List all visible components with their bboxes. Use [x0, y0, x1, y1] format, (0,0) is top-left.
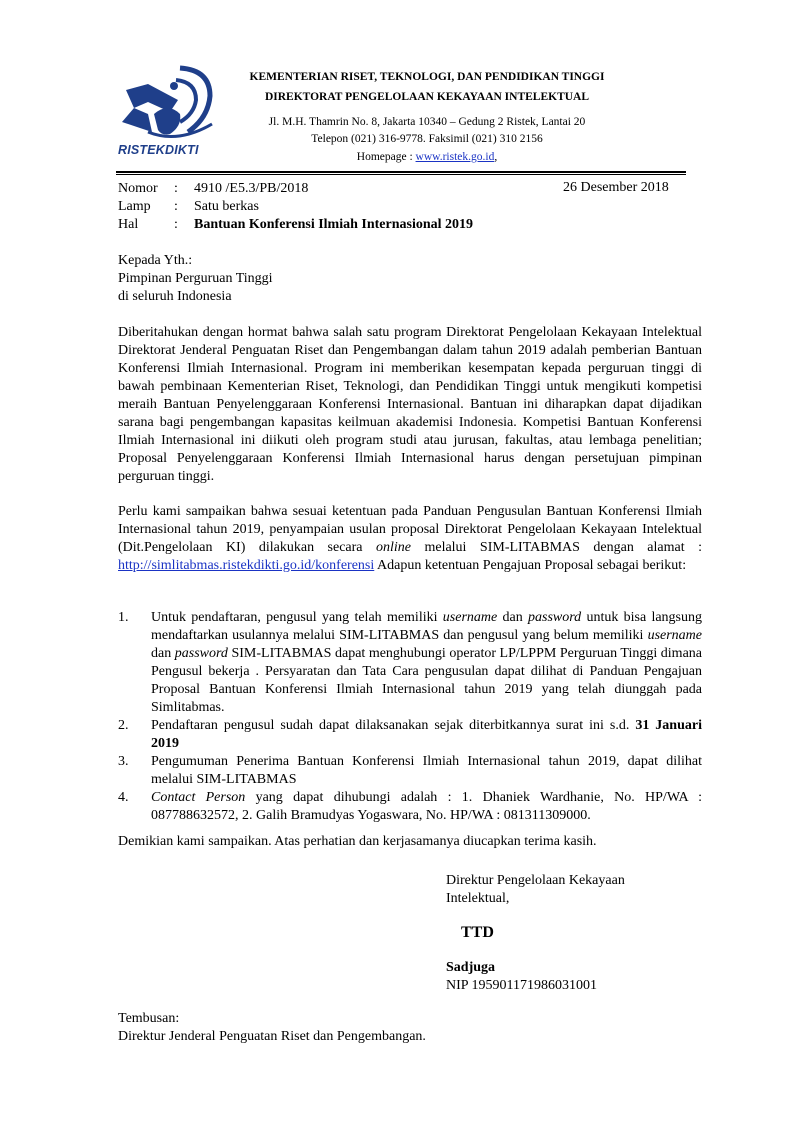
ttd-mark: TTD	[461, 924, 494, 941]
nomor-row	[118, 180, 308, 198]
list-number: 2.	[118, 718, 129, 733]
para-italic: online	[375, 540, 411, 555]
item-text: yang dapat dihubungi adalah : 1. Dhaniek Wardhanie, No. HP/WA : 087788632572, 2. Galih Bramudyas Yogaswara, No. HP/WA : 081311309000.	[151, 790, 702, 823]
requirements-list	[118, 609, 702, 825]
nomor-label: Nomor	[118, 181, 158, 196]
item-italic: password	[528, 610, 582, 625]
item-italic: password	[174, 646, 228, 661]
lamp-value: Satu berkas	[194, 199, 259, 214]
hal-value: Bantuan Konferensi Ilmiah Internasional 2019	[194, 217, 474, 232]
header-rule-thin	[116, 174, 686, 175]
paragraph-procedure	[118, 503, 702, 575]
ristekdikti-logo-mark	[118, 62, 218, 152]
item-text: untuk bisa langsung mendaftarkan usulannya melalui SIM-LITABMAS dan pengusul yang belum memiliki	[151, 610, 703, 643]
colon: :	[174, 199, 178, 214]
list-item	[118, 753, 702, 789]
address: Jl. M.H. Thamrin No. 8, Jakarta 10340 – Gedung 2 Ristek, Lantai 20	[268, 116, 586, 128]
ministry-name: KEMENTERIAN RISET, TEKNOLOGI, DAN PENDIDIKAN TINGGI	[249, 71, 605, 83]
item-text: dan	[151, 646, 175, 661]
list-item	[118, 609, 702, 717]
signature-title-line: Direktur Pengelolaan Kekayaan	[446, 873, 625, 888]
logo-text: RISTEKDIKTI	[118, 143, 199, 157]
recipient	[118, 252, 702, 306]
lamp-label: Lamp	[118, 199, 151, 214]
homepage	[222, 151, 632, 163]
item-italic: username	[647, 628, 702, 643]
item-text: SIM-LITABMAS dapat menghubungi operator LP/LPPM Perguruan Tinggi dimana Pengusul bekerja . Persyaratan dan Tata Cara pengusulan dapat dilihat di Panduan Pengajuan Proposal Bantuan Konferensi Ilmiah Internasional tahun 2019 yang telah diunggah pada Simlitabmas.	[151, 646, 702, 715]
cc-line: Direktur Jenderal Penguatan Riset dan Pengembangan.	[118, 1029, 426, 1044]
signature-title-line: Intelektual,	[446, 891, 510, 906]
letter-date: 26 Desember 2018	[563, 180, 669, 195]
item-bold: 31 Januari 2019	[151, 718, 702, 751]
item-text: Pengumuman Penerima Bantuan Konferensi Ilmiah Internasional tahun 2019, dapat dilihat melalui SIM-LITABMAS	[151, 754, 702, 787]
simlitabmas-link[interactable]: http://simlitabmas.ristekdikti.go.id/konferensi	[118, 558, 375, 573]
list-item	[118, 789, 702, 825]
homepage-link[interactable]: www.ristek.go.id	[415, 151, 495, 163]
recipient-line: Pimpinan Perguruan Tinggi	[118, 271, 273, 286]
signatory-nip: NIP 195901171986031001	[446, 978, 598, 993]
signatory-name: Sadjuga	[446, 960, 496, 975]
item-italic: username	[442, 610, 498, 625]
signatory	[446, 959, 597, 995]
list-number: 4.	[118, 790, 129, 805]
phone-fax: Telepon (021) 316-9778. Faksimil (021) 310 2156	[311, 133, 543, 145]
item-text: Untuk pendaftaran, pengusul yang telah memiliki	[151, 610, 443, 625]
cc-section	[118, 1010, 702, 1046]
item-text: Pendaftaran pengusul sudah dapat dilaksanakan sejak diterbitkannya surat ini s.d.	[151, 718, 636, 733]
cc-label: Tembusan:	[118, 1011, 180, 1026]
colon: :	[174, 181, 178, 196]
nomor-value: 4910 /E5.3/PB/2018	[194, 181, 309, 196]
item-italic: Contact Person	[151, 790, 246, 805]
para-text: Adapun ketentuan Pengajuan Proposal sebagai berikut:	[374, 558, 687, 573]
hal-label: Hal	[118, 217, 139, 232]
para-text: melalui SIM-LITABMAS dengan alamat :	[410, 540, 702, 555]
list-item	[118, 717, 702, 753]
list-number: 3.	[118, 754, 129, 769]
lamp-row	[118, 198, 259, 216]
colon: :	[174, 217, 178, 232]
signature-title	[446, 872, 625, 908]
recipient-line: di seluruh Indonesia	[118, 289, 232, 304]
closing-sentence: Demikian kami sampaikan. Atas perhatian dan kerjasamanya diucapkan terima kasih.	[118, 834, 597, 849]
homepage-label: Homepage :	[356, 151, 416, 163]
list-number: 1.	[118, 610, 129, 625]
homepage-suffix: ,	[494, 151, 498, 163]
header-rule	[116, 171, 686, 173]
para-text: Perlu kami sampaikan bahwa sesuai ketentuan pada Panduan Pengusulan Bantuan Konferensi Ilmiah Internasional tahun 2019, penyampaian usulan proposal Direktorat Pengelolaan Kekayaan Intelektual (Dit.Pengelolaan KI) dilakukan secara	[118, 504, 702, 555]
directorate-name: DIREKTORAT PENGELOLAAN KEKAYAAN INTELEKTUAL	[264, 91, 590, 103]
item-text: dan	[497, 610, 528, 625]
hal-row	[118, 216, 473, 234]
paragraph-intro: Diberitahukan dengan hormat bahwa salah satu program Direktorat Pengelolaan Kekayaan Intelektual Direktorat Jenderal Penguatan Riset dan Pengembangan dalam tahun 2019 adalah pemberian Bantuan Konferensi Ilmiah Internasional. Program ini memberikan kesempatan kepada perguruan tinggi di bawah pembinaan Kementerian Riset, Teknologi, dan Pendidikan Tinggi untuk mengikuti kompetisi meraih Bantuan Penyelenggaraan Konferensi Internasional. Bantuan ini diharapkan dapat dijadikan sarana bagi pengembangan kapasitas keilmuan akademisi Indonesia. Kompetisi Bantuan Konferensi Ilmiah Internasional ini diikuti oleh program studi atau jurusan, fakultas, atau lembaga penelitian; Proposal Penyelenggaraan Konferensi Ilmiah Internasional harus dengan persetujuan pimpinan perguruan tinggi.	[118, 325, 702, 484]
recipient-line: Kepada Yth.:	[118, 253, 193, 268]
